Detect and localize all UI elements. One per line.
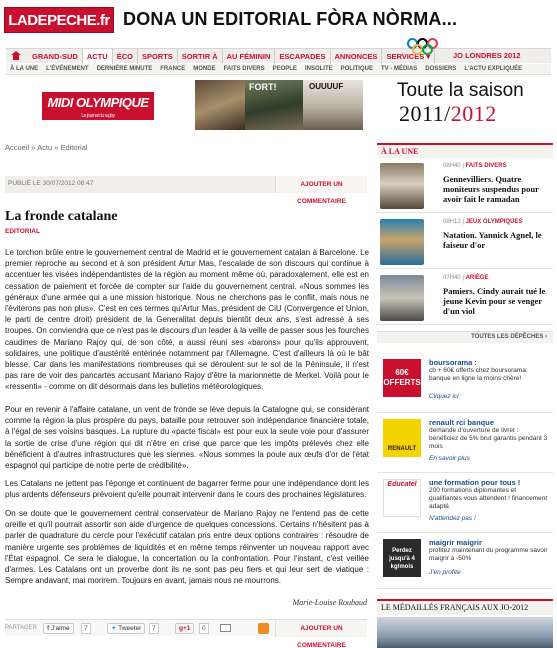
ad-title[interactable]: boursorama : [429, 358, 477, 367]
all-depeches-link[interactable]: TOUTES LES DÉPÊCHES › [377, 331, 553, 343]
renault-logo-icon[interactable]: RENAULT [383, 419, 421, 457]
ad-text: profitez maintenant du programme savoir maigrir à -50% [429, 547, 548, 562]
ad-link[interactable]: Cliquez ici [429, 393, 459, 400]
facebook-like-button[interactable]: f J'aime [43, 623, 74, 634]
ad-link[interactable]: N'attendez pas ! [429, 515, 476, 522]
news-thumbnail[interactable] [380, 219, 424, 265]
page-headline: DONA UN EDITORIAL FÒRA NÒRMA... [123, 9, 458, 29]
subnav-item[interactable]: FAITS DIVERS [223, 66, 265, 72]
jo-london-link[interactable]: JO LONDRES 2012 [453, 51, 521, 60]
email-icon[interactable] [220, 624, 231, 632]
subnav-item[interactable]: PEOPLE [272, 66, 297, 72]
subnav-item[interactable]: L'ACTU EXPLIQUÉE [464, 66, 523, 72]
google-plus-icon: g [179, 625, 183, 632]
une-meta: 08H40 | FAITS DIVERS [443, 163, 507, 169]
ad-boursorama[interactable] [377, 355, 553, 413]
ad-educatel[interactable] [377, 475, 553, 533]
ad-image[interactable]: Perdez jusqu'à 4 kg/mois [383, 539, 421, 577]
jo-medals-header: LE MÉDAILLÉS FRANÇAIS AUX JO-2012 [377, 599, 553, 615]
share-label: PARTAGER [5, 625, 38, 631]
banner-photo-caption: OUUUUF [309, 82, 344, 91]
tweet-button[interactable]: ✦ Tweeter [107, 623, 145, 634]
ad-title[interactable]: une formation pour tous ! [429, 478, 521, 487]
article-paragraph: Pour en revenir à l'affaire catalane, un vent de fronde se lève depuis la Catalogne qui, se considérant comme la région la plus prospère du pays, bataille pour retrouver son indépendance financière totale, à l'égal de ses voisins basques. La rupture du «pacte fiscal» est pour eux la seule voie pour d'assurer la sortie de crise d'une région qui dit n'être en crise que parce que les impôts prélevés chez elle bénéficient à d'autres infrastructures que les siennes. «Nous sommes la poule aux œufs d'or de l'état espagnol qui participe de notre perte de crédibilité». [5, 405, 369, 471]
une-item[interactable] [377, 159, 553, 213]
article-title: La fronde catalane [5, 209, 118, 224]
add-comment-button[interactable]: AJOUTER UN COMMENTAIRE [275, 176, 367, 193]
ad-image[interactable]: 60€ OFFERTS [383, 359, 421, 397]
twitter-icon: ✦ [111, 625, 117, 632]
subnav-item[interactable]: POLITIQUE [340, 66, 373, 72]
nav-item-actu[interactable]: ACTU [83, 49, 113, 64]
une-title[interactable]: Pamiers. Cindy aurait tué le jeune Kevin pour se venger d'un viol [443, 286, 546, 316]
subnav-item[interactable]: L'ÉVÉNEMENT [46, 66, 89, 72]
sidebar [377, 143, 553, 648]
nav-item-annonces[interactable]: ANNONCES [331, 49, 383, 64]
subnav-item[interactable]: INSOLITE [304, 66, 333, 72]
ad-link[interactable]: J'en profite [429, 569, 461, 576]
banner-photos[interactable] [195, 80, 363, 130]
une-meta: 08H12 | JEUX OLYMPIQUES [443, 219, 523, 225]
ad-link[interactable]: En savoir plus [429, 455, 470, 462]
nav-item-services[interactable]: SERVICES ▾ [382, 49, 435, 64]
article-paragraph: On se doute que le gouvernement central conservateur de Mariano Rajoy ne l'entend pas de cette oreille et qu'il pourrait assortir son aide d'urgence de quelques concessions. Certains n'hésitent pas à parler de quadrature du cercle pour l'exécutif catalan pris entre deux options contraires : résoudre de manière urgente ses problèmes de liquidités et en même temps réinventer un nouveau rapport avec l'État espagnol. Ce sera le dialogue, la concertation ou la confrontation. Pour l'instant, c'est veillée d'armes. Les Catalans ont un proverbe dont ils ne sont pas peu fiers et qui leur sert de viatique : Sempre andavant, mai morirem. Toujours en avant, jamais nous ne mourrons. [5, 509, 369, 586]
news-thumbnail[interactable] [380, 275, 424, 321]
midi-olympique-logo[interactable]: MIDI OLYMPIQUE Le journal du rugby [42, 92, 154, 120]
home-icon[interactable] [10, 51, 22, 61]
ad-title[interactable]: maigrir maigrir [429, 538, 482, 547]
banner-photo-caption: FORT! [249, 82, 277, 92]
une-item[interactable] [377, 215, 553, 269]
article-rubric[interactable]: EDITORIAL [5, 228, 40, 235]
share-bar [5, 619, 367, 648]
ad-text: cb + 60€ offerts chez boursorama: banque en ligne la moins chère! [429, 367, 528, 382]
rugby-photo [245, 80, 303, 130]
nav-item-escapades[interactable]: ESCAPADES [275, 49, 330, 64]
gplus-count: 0 [199, 623, 209, 634]
subnav-item[interactable]: DOSSIERS [425, 66, 457, 72]
add-comment-button[interactable]: AJOUTER UN COMMENTAIRE [275, 620, 367, 637]
une-meta: 07H40 | ARIÈGE [443, 275, 489, 281]
a-la-une-header: À LA UNE [377, 143, 553, 158]
publication-bar [5, 176, 367, 205]
sub-nav [6, 64, 551, 75]
subnav-item[interactable]: TV - MÉDIAS [380, 66, 418, 72]
subnav-item[interactable]: DERNIÈRE MINUTE [96, 66, 153, 72]
nav-item-sports[interactable]: SPORTS [138, 49, 178, 64]
une-item[interactable] [377, 271, 553, 325]
subnav-item[interactable]: À LA UNE [10, 66, 39, 72]
rugby-photo [303, 80, 363, 130]
olympic-rings-icon[interactable] [407, 38, 451, 58]
banner-saison-year[interactable]: 2011/2012 [399, 101, 497, 126]
nav-item-eco[interactable]: ÉCO [113, 49, 138, 64]
article-paragraph: Le torchon brûle entre le gouvernement central de Madrid et le gouvernement catalan à Barcelone. Le premier reproche au second et à son président Artur Mas, l'escalade de son discours qui continue à accentuer les visées indépendantistes de la région au moment même où, paradoxalement, elle est en cessation de paiement et forcée de compter sur l'aide du gouvernement central. «Nous sommes les généraux d'une armée qui a une mission historique. Nous ne cherchons pas le conflit, mais nous ne l'éviterons pas non plus». C'est en ces termes qu'Artur Mas, président de CiU (Convergence et Union, le parti de centre droit) président de la Generalitat depuis bientôt deux ans, s'est adressé à ses troupes. On conviendra que ce n'est pas le discours d'un leader à la veille de passer sous les fourches caudines de Mariano Rajoy qui, de son côté, a aussi réuni ses «barons» pour qu'ils approuvent, solidaires, une politique d'austérité entérinée notamment par l'Allemagne. C'est d'ailleurs là où le bât blesse. Car dans les manifestations nombreuses qui se déroulent sur le sol de la Péninsule, il n'est pas rare de voir des pancartes accusant Mariano Rajoy d'être la marionnette de Merkel. Voilà pour le «ressenti» - comme on dit désormais dans les bulletins météorologiques. [5, 248, 369, 392]
jo-medals-photo[interactable] [377, 617, 553, 648]
nav-item-grand-sud[interactable]: GRAND-SUD [28, 49, 83, 64]
article-paragraph: Les Catalans ne jettent pas l'éponge et continuent de bagarrer ferme pour une indépendance dont les plus ardents défenseurs prévoient qu'elle pourrait intervenir dans le cours des prochaines législatures. [5, 479, 369, 500]
midi-olympique-tagline: Le journal du rugby [81, 113, 115, 119]
educatel-logo-icon[interactable]: Educatel [383, 479, 421, 517]
ad-maigrir[interactable] [377, 535, 553, 589]
tweet-count: 7 [149, 623, 159, 634]
subnav-item[interactable]: FRANCE [160, 66, 186, 72]
news-thumbnail[interactable] [380, 163, 424, 209]
une-title[interactable]: Natation. Yannick Agnel, le faiseur d'or [443, 230, 542, 250]
breadcrumb[interactable]: Accueil » Actu » Editorial [5, 143, 88, 152]
like-count: 7 [81, 623, 91, 634]
publication-date: PUBLIÉ LE 30/07/2012 08:47 [8, 180, 94, 187]
ad-text: 200 formations diplomantes et qualifiantes vous attendent ! financement adapté. [429, 487, 548, 510]
ad-title[interactable]: renault rci banque [429, 418, 495, 427]
rss-icon[interactable] [258, 623, 269, 634]
subnav-item[interactable]: MONDE [193, 66, 216, 72]
site-logo[interactable]: LADEPECHE.fr [4, 7, 114, 33]
google-plus-button[interactable]: g+1 [175, 623, 194, 634]
ad-renault[interactable] [377, 415, 553, 473]
ad-text: demande d'ouverture de livret : bénéficiez de 5% brut garantis pendant 3 mois [429, 427, 548, 450]
banner-saison-text[interactable]: Toute la saison [397, 80, 524, 101]
rugby-photo [195, 80, 245, 130]
facebook-icon: f [47, 625, 50, 632]
une-title[interactable]: Gennevilliers. Quatre moniteurs suspendus pour avoir fait le ramadan [443, 174, 539, 204]
nav-item-feminin[interactable]: AU FÉMININ [223, 49, 276, 64]
article-author: Marie-Louise Roubaud [292, 598, 367, 607]
nav-item-sortir[interactable]: SORTIR À [178, 49, 223, 64]
